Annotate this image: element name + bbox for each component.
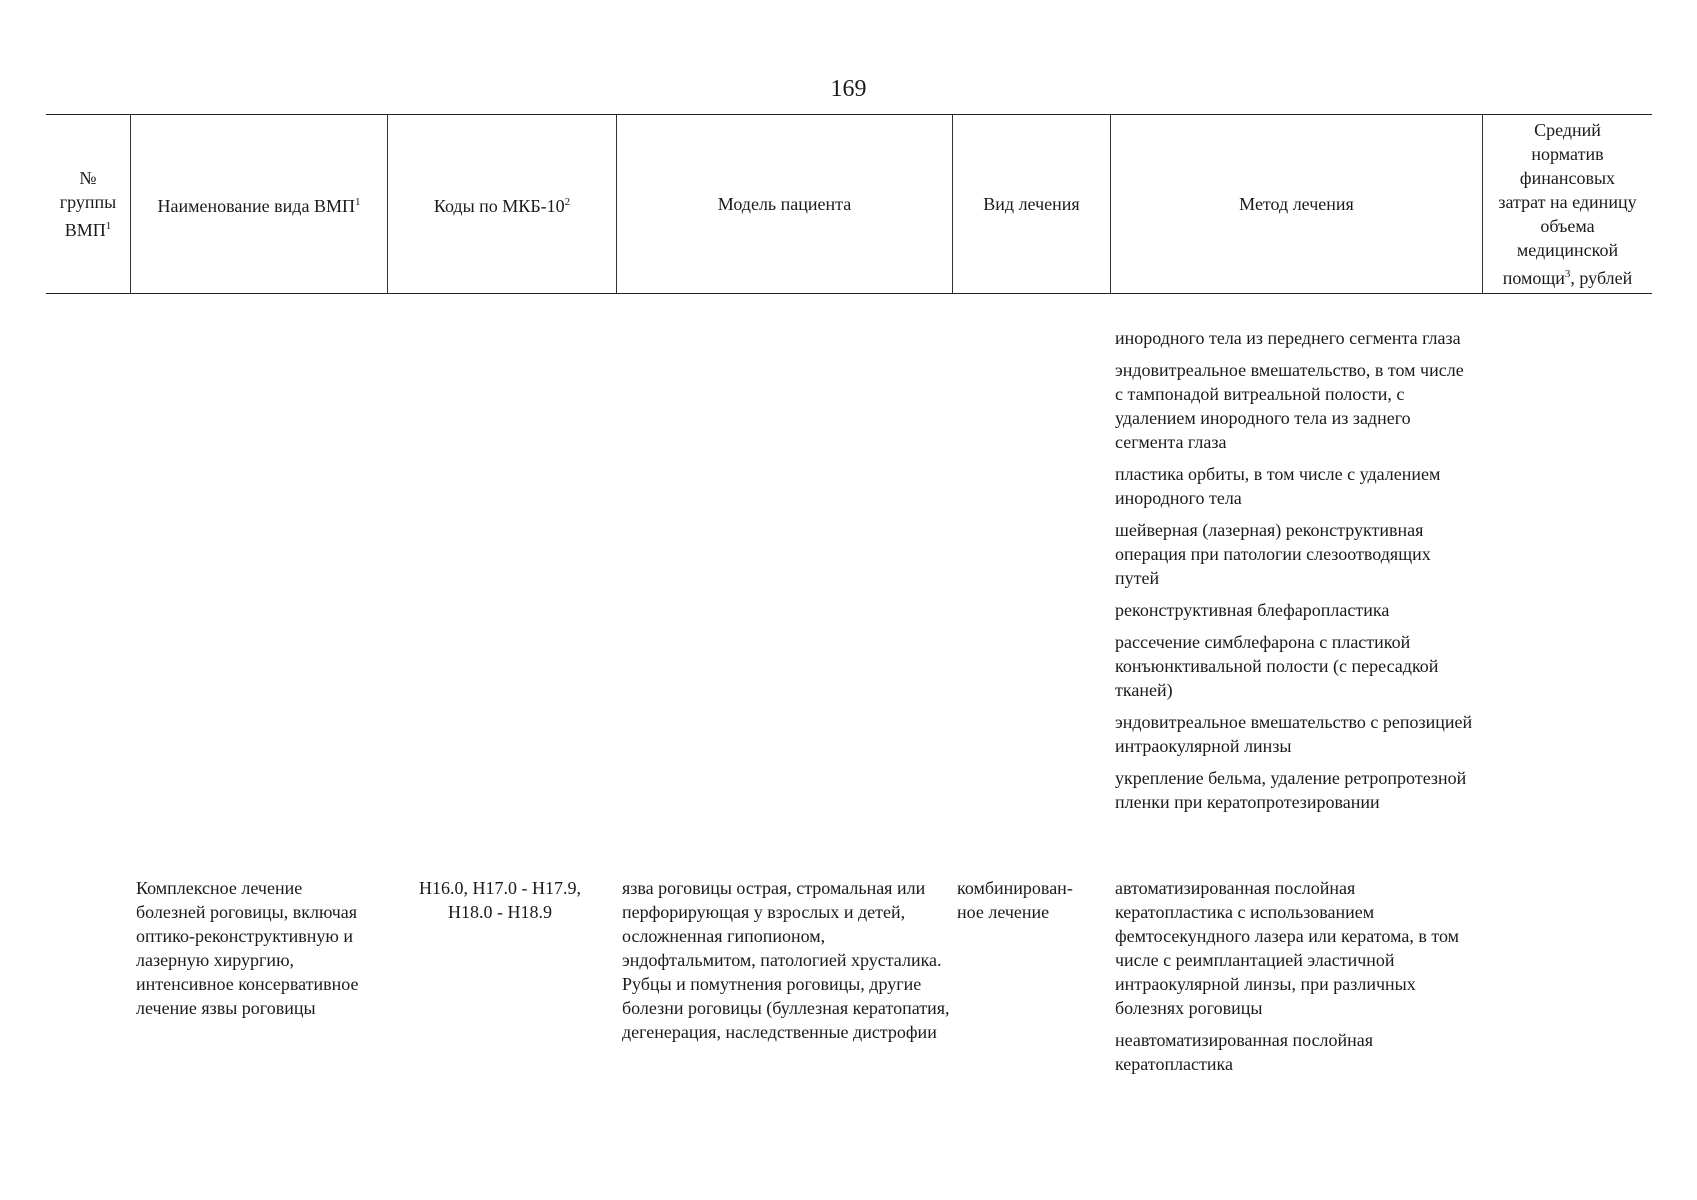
method-item: эндовитреальное вмешательство, в том числе с тампонадой витреальной полости, с удалением инородного тела из заднего сегмента глаза — [1115, 360, 1464, 452]
header-col7-line2: норматив — [1531, 144, 1604, 164]
method-item: эндовитреальное вмешательство с репозицией интраокулярной линзы — [1115, 712, 1473, 756]
header-cost-standard — [1483, 115, 1652, 293]
vmp-name-cell: Комплексное лечение болезней роговицы, включая оптико-реконструктивную и лазерную хирургию, интенсивное консервативное лечение язвы роговицы — [136, 878, 359, 1018]
method-item: неавтоматизированная послойная кератопластика — [1115, 1030, 1374, 1074]
header-vmp-name — [131, 115, 388, 293]
header-col6-label: Метод лечения — [1239, 194, 1354, 214]
method-item: инородного тела из переднего сегмента глаза — [1115, 328, 1461, 348]
header-patient-model — [617, 115, 953, 293]
header-treatment-method — [1111, 115, 1483, 293]
table-header — [46, 114, 1652, 294]
footnote-mark: 1 — [105, 220, 112, 232]
header-col7-line3: финансовых — [1519, 168, 1616, 188]
header-group-number — [46, 115, 131, 293]
header-col7-line7: помощи — [1502, 268, 1565, 288]
page-number: 169 — [830, 76, 867, 102]
continued-methods-list — [1115, 326, 1475, 822]
method-item: укрепление бельма, удаление ретропротезной пленки при кератопротезировании — [1115, 768, 1467, 812]
header-col7-line1: Средний — [1534, 120, 1601, 140]
footnote-mark: 2 — [564, 196, 571, 208]
footnote-mark: 3 — [1564, 268, 1571, 280]
method-item: автоматизированная послойная кератопластика с использованием фемтосекундного лазера или кератома, в том числе с реимплантацией эластичной интраокулярной линзы, при различных болезнях роговицы — [1115, 878, 1460, 1018]
header-col7-line5: объема — [1540, 216, 1595, 236]
header-col1-line2: группы — [59, 192, 117, 212]
icd-codes-cell: H16.0, H17.0 - H17.9, H18.0 - H18.9 — [419, 878, 581, 922]
header-col3-label: Коды по МКБ-10 — [433, 196, 565, 216]
method-item: пластика орбиты, в том числе с удалением инородного тела — [1115, 464, 1441, 508]
header-col1-line3: ВМП — [64, 220, 106, 240]
method-item: реконструктивная блефаропластика — [1115, 600, 1390, 620]
header-col5-label: Вид лечения — [983, 194, 1080, 214]
header-col1-line1: № — [79, 168, 97, 188]
treatment-type-cell: комбинирован-ное лечение — [957, 878, 1073, 922]
patient-model-cell: язва роговицы острая, стромальная или перфорирующая у взрослых и детей, осложненная гипопионом, эндофтальмитом, патологией хрусталика. Рубцы и помутнения роговицы, другие болезни роговицы (буллезная кератопатия, дегенерация, наследственные дистрофии — [622, 878, 950, 1042]
method-item: рассечение симблефарона с пластикой конъюнктивальной полости (с пересадкой тканей) — [1115, 632, 1439, 700]
footnote-mark: 1 — [354, 196, 361, 208]
method-item: шейверная (лазерная) реконструктивная операция при патологии слезоотводящих путей — [1115, 520, 1431, 588]
header-col2-label: Наименование вида ВМП — [157, 196, 355, 216]
header-col7-line4: затрат на единицу — [1498, 192, 1637, 212]
header-icd-codes — [388, 115, 617, 293]
header-col7-line6: медицинской — [1516, 240, 1619, 260]
treatment-methods-cell — [1115, 876, 1475, 1084]
header-col7-tail: , рублей — [1570, 268, 1633, 288]
header-col4-label: Модель пациента — [717, 194, 852, 214]
header-treatment-type — [953, 115, 1111, 293]
